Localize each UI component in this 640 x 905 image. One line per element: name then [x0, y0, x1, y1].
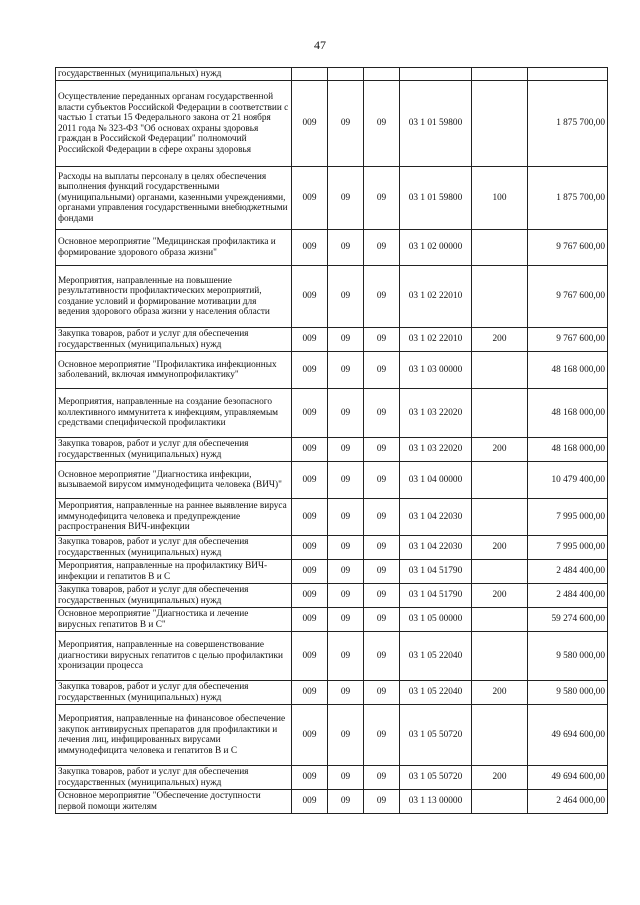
target-article-cell: 03 1 04 22030 [400, 536, 472, 560]
amount-cell: 2 484 400,00 [528, 584, 608, 608]
target-article-cell: 03 1 04 51790 [400, 560, 472, 584]
expense-type-cell [472, 499, 528, 536]
row-name-cell: Основное мероприятие "Обеспечение доступности первой помощи жителям [56, 790, 292, 814]
row-name-cell: Основное мероприятие "Медицинская профилактика и формирование здорового образа жизни" [56, 230, 292, 266]
expense-type-cell [472, 790, 528, 814]
table-row [56, 681, 608, 705]
subsection-code-cell: 09 [364, 389, 400, 438]
target-article-cell: 03 1 05 22040 [400, 632, 472, 681]
row-name-cell: Мероприятия, направленные на совершенствование диагностики вирусных гепатитов с целью профилактики хронизации процесса [56, 632, 292, 681]
target-article-cell: 03 1 02 22010 [400, 266, 472, 328]
row-name-cell: Основное мероприятие "Профилактика инфекционных заболеваний, включая иммунопрофилактику" [56, 352, 292, 389]
ministry-code-cell: 009 [292, 584, 328, 608]
ministry-code-cell: 009 [292, 499, 328, 536]
table-row [56, 230, 608, 266]
section-code-cell: 09 [328, 462, 364, 499]
amount-cell: 9 767 600,00 [528, 230, 608, 266]
section-code-cell: 09 [328, 632, 364, 681]
section-code-cell: 09 [328, 352, 364, 389]
section-code-cell: 09 [328, 766, 364, 790]
subsection-code-cell: 09 [364, 438, 400, 462]
expense-type-cell: 200 [472, 536, 528, 560]
expense-type-cell [472, 608, 528, 632]
target-article-cell: 03 1 05 00000 [400, 608, 472, 632]
subsection-code-cell: 09 [364, 328, 400, 352]
amount-cell: 49 694 600,00 [528, 705, 608, 766]
table-row [56, 266, 608, 328]
row-name-cell: Мероприятия, направленные на раннее выявление вируса иммунодефицита человека и предупреждение распространения ВИЧ-инфекции [56, 499, 292, 536]
target-article-cell: 03 1 04 51790 [400, 584, 472, 608]
ministry-code-cell: 009 [292, 536, 328, 560]
table-row [56, 560, 608, 584]
section-code-cell: 09 [328, 438, 364, 462]
target-article-cell: 03 1 03 22020 [400, 438, 472, 462]
row-name-cell: Мероприятия, направленные на финансовое обеспечение закупок антивирусных препаратов для профилактики и лечения лиц, инфицированных вирусами иммунодефицита человека и гепатитов В и С [56, 705, 292, 766]
section-code-cell: 09 [328, 230, 364, 266]
expense-type-cell [472, 389, 528, 438]
amount-cell: 7 995 000,00 [528, 499, 608, 536]
table-row [56, 608, 608, 632]
expense-type-cell [472, 352, 528, 389]
section-code-cell: 09 [328, 705, 364, 766]
table-row [56, 584, 608, 608]
ministry-code-cell: 009 [292, 705, 328, 766]
amount-cell: 9 767 600,00 [528, 266, 608, 328]
target-article-cell: 03 1 13 00000 [400, 790, 472, 814]
subsection-code-cell: 09 [364, 266, 400, 328]
section-code-cell: 09 [328, 560, 364, 584]
subsection-code-cell: 09 [364, 790, 400, 814]
ministry-code-cell: 009 [292, 230, 328, 266]
amount-cell: 9 580 000,00 [528, 681, 608, 705]
table-row [56, 68, 608, 81]
ministry-code-cell: 009 [292, 681, 328, 705]
amount-cell: 9 767 600,00 [528, 328, 608, 352]
amount-cell: 1 875 700,00 [528, 81, 608, 167]
table-row [56, 632, 608, 681]
row-name-cell: Мероприятия, направленные на повышение результативности профилактических мероприятий, создание условий и формирование мотивации для ведения здорового образа жизни у населения области [56, 266, 292, 328]
row-name-cell: Мероприятия, направленные на профилактику ВИЧ-инфекции и гепатитов В и С [56, 560, 292, 584]
table-row [56, 352, 608, 389]
expense-type-cell: 200 [472, 438, 528, 462]
table-row [56, 536, 608, 560]
expense-type-cell [472, 68, 528, 81]
expense-type-cell: 200 [472, 328, 528, 352]
expense-type-cell [472, 632, 528, 681]
ministry-code-cell: 009 [292, 608, 328, 632]
ministry-code-cell: 009 [292, 266, 328, 328]
expense-type-cell [472, 230, 528, 266]
ministry-code-cell: 009 [292, 352, 328, 389]
section-code-cell: 09 [328, 608, 364, 632]
amount-cell: 59 274 600,00 [528, 608, 608, 632]
target-article-cell: 03 1 01 59800 [400, 167, 472, 230]
section-code-cell: 09 [328, 266, 364, 328]
amount-cell: 7 995 000,00 [528, 536, 608, 560]
target-article-cell: 03 1 04 22030 [400, 499, 472, 536]
ministry-code-cell [292, 68, 328, 81]
amount-cell: 48 168 000,00 [528, 438, 608, 462]
section-code-cell [328, 68, 364, 81]
section-code-cell: 09 [328, 536, 364, 560]
target-article-cell: 03 1 05 50720 [400, 766, 472, 790]
section-code-cell: 09 [328, 81, 364, 167]
subsection-code-cell: 09 [364, 766, 400, 790]
ministry-code-cell: 009 [292, 462, 328, 499]
subsection-code-cell: 09 [364, 499, 400, 536]
section-code-cell: 09 [328, 328, 364, 352]
ministry-code-cell: 009 [292, 167, 328, 230]
ministry-code-cell: 009 [292, 632, 328, 681]
table-row [56, 766, 608, 790]
target-article-cell: 03 1 05 50720 [400, 705, 472, 766]
subsection-code-cell [364, 68, 400, 81]
target-article-cell: 03 1 05 22040 [400, 681, 472, 705]
amount-cell: 10 479 400,00 [528, 462, 608, 499]
expense-type-cell [472, 266, 528, 328]
target-article-cell: 03 1 01 59800 [400, 81, 472, 167]
row-name-cell: Закупка товаров, работ и услуг для обеспечения государственных (муниципальных) нужд [56, 536, 292, 560]
ministry-code-cell: 009 [292, 438, 328, 462]
expense-type-cell [472, 705, 528, 766]
ministry-code-cell: 009 [292, 328, 328, 352]
table-row [56, 499, 608, 536]
amount-cell: 2 484 400,00 [528, 560, 608, 584]
row-name-cell: государственных (муниципальных) нужд [56, 68, 292, 81]
section-code-cell: 09 [328, 167, 364, 230]
target-article-cell: 03 1 03 22020 [400, 389, 472, 438]
ministry-code-cell: 009 [292, 389, 328, 438]
amount-cell: 48 168 000,00 [528, 389, 608, 438]
section-code-cell: 09 [328, 584, 364, 608]
subsection-code-cell: 09 [364, 681, 400, 705]
expense-type-cell [472, 81, 528, 167]
subsection-code-cell: 09 [364, 81, 400, 167]
ministry-code-cell: 009 [292, 766, 328, 790]
budget-table [55, 67, 608, 814]
row-name-cell: Закупка товаров, работ и услуг для обеспечения государственных (муниципальных) нужд [56, 584, 292, 608]
row-name-cell: Осуществление переданных органам государственной власти субъектов Российской Федерации в соответствии с частью 1 статьи 15 Федерального закона от 21 ноября 2011 года № 323-ФЗ "Об основах охраны здоровья граждан в Российской Федерации" полномочий Российской Федерации в сфере охраны здоровья [56, 81, 292, 167]
table-row [56, 438, 608, 462]
target-article-cell [400, 68, 472, 81]
table-row [56, 462, 608, 499]
table-row [56, 705, 608, 766]
target-article-cell: 03 1 03 00000 [400, 352, 472, 389]
subsection-code-cell: 09 [364, 230, 400, 266]
row-name-cell: Основное мероприятие "Диагностика инфекции, вызываемой вирусом иммунодефицита человека (ВИЧ)" [56, 462, 292, 499]
target-article-cell: 03 1 02 22010 [400, 328, 472, 352]
ministry-code-cell: 009 [292, 790, 328, 814]
subsection-code-cell: 09 [364, 608, 400, 632]
amount-cell: 2 464 000,00 [528, 790, 608, 814]
amount-cell: 49 694 600,00 [528, 766, 608, 790]
row-name-cell: Закупка товаров, работ и услуг для обеспечения государственных (муниципальных) нужд [56, 328, 292, 352]
amount-cell: 1 875 700,00 [528, 167, 608, 230]
table-row [56, 328, 608, 352]
row-name-cell: Закупка товаров, работ и услуг для обеспечения государственных (муниципальных) нужд [56, 681, 292, 705]
expense-type-cell [472, 462, 528, 499]
expense-type-cell: 200 [472, 766, 528, 790]
subsection-code-cell: 09 [364, 536, 400, 560]
expense-type-cell: 200 [472, 681, 528, 705]
amount-cell [528, 68, 608, 81]
subsection-code-cell: 09 [364, 462, 400, 499]
expense-type-cell [472, 560, 528, 584]
ministry-code-cell: 009 [292, 560, 328, 584]
ministry-code-cell: 009 [292, 81, 328, 167]
subsection-code-cell: 09 [364, 560, 400, 584]
section-code-cell: 09 [328, 389, 364, 438]
expense-type-cell: 200 [472, 584, 528, 608]
table-row [56, 389, 608, 438]
section-code-cell: 09 [328, 499, 364, 536]
section-code-cell: 09 [328, 790, 364, 814]
expense-type-cell: 100 [472, 167, 528, 230]
table-row [56, 790, 608, 814]
subsection-code-cell: 09 [364, 167, 400, 230]
subsection-code-cell: 09 [364, 352, 400, 389]
table-row [56, 81, 608, 167]
subsection-code-cell: 09 [364, 632, 400, 681]
row-name-cell: Закупка товаров, работ и услуг для обеспечения государственных (муниципальных) нужд [56, 766, 292, 790]
subsection-code-cell: 09 [364, 584, 400, 608]
row-name-cell: Мероприятия, направленные на создание безопасного коллективного иммунитета к инфекциям, управляемым средствами специфической профилактики [56, 389, 292, 438]
row-name-cell: Закупка товаров, работ и услуг для обеспечения государственных (муниципальных) нужд [56, 438, 292, 462]
row-name-cell: Расходы на выплаты персоналу в целях обеспечения выполнения функций государственными (муниципальными) органами, казенными учреждениями, органами управления государственными внебюджетными фондами [56, 167, 292, 230]
page-number: 47 [314, 38, 326, 52]
subsection-code-cell: 09 [364, 705, 400, 766]
target-article-cell: 03 1 04 00000 [400, 462, 472, 499]
amount-cell: 48 168 000,00 [528, 352, 608, 389]
amount-cell: 9 580 000,00 [528, 632, 608, 681]
target-article-cell: 03 1 02 00000 [400, 230, 472, 266]
row-name-cell: Основное мероприятие "Диагностика и лечение вирусных гепатитов В и С" [56, 608, 292, 632]
table-body [56, 68, 608, 814]
section-code-cell: 09 [328, 681, 364, 705]
table-row [56, 167, 608, 230]
